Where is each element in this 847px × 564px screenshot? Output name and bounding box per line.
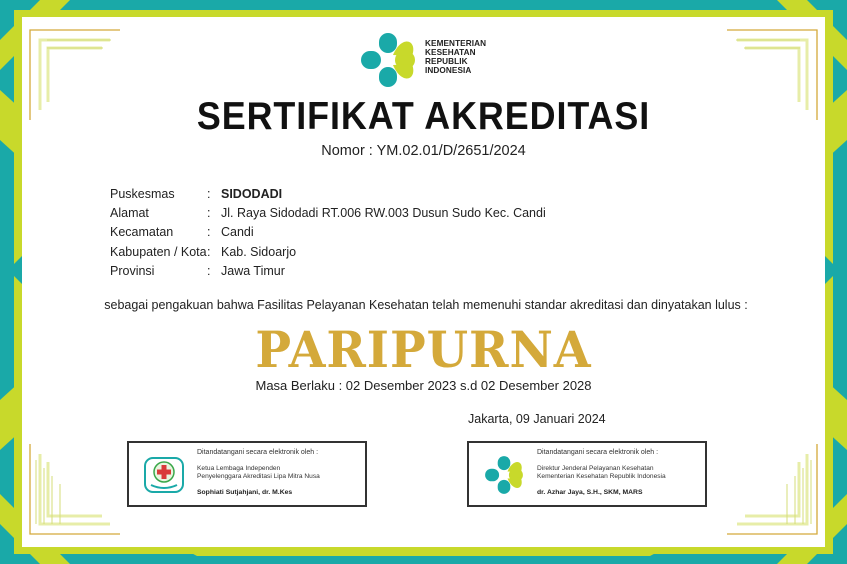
- accreditation-level: PARIPURNA: [255, 320, 592, 379]
- signature-head: Ditandatangani secara elektronik oleh :: [537, 449, 659, 456]
- kemenkes-logo-text: KEMENTERIAN KESEHATAN REPUBLIK INDONESIA: [425, 39, 487, 75]
- info-colon: :: [207, 225, 211, 240]
- info-row-puskesmas: [110, 184, 546, 203]
- signature-head: Ditandatangani secara elektronik oleh :: [197, 449, 319, 456]
- certificate-number: Nomor : YM.02.01/D/2651/2024: [321, 143, 526, 159]
- facility-info: [110, 184, 546, 281]
- info-label: Kecamatan: [110, 225, 174, 240]
- signature-role: [197, 465, 320, 482]
- accreditation-statement: sebagai pengakuan bahwa Fasilitas Pelayanan Kesehatan telah memenuhi standar akreditasi dan dinyatakan lulus :: [104, 298, 748, 312]
- signature-box-left: [127, 441, 367, 507]
- info-label: Kabupaten / Kota: [110, 244, 207, 259]
- info-row-alamat: [110, 203, 546, 222]
- kemenkes-logo: [358, 30, 508, 90]
- info-label: Alamat: [110, 206, 149, 221]
- lipa-mitra-nusa-logo-icon: [143, 455, 185, 495]
- info-row-kecamatan: [110, 223, 546, 242]
- info-value: Kab. Sidoarjo: [221, 244, 297, 259]
- info-colon: :: [207, 244, 211, 259]
- info-row-kabupaten: [110, 242, 546, 261]
- info-colon: :: [207, 206, 211, 221]
- signature-role-line: Ketua Lembaga Independen: [197, 465, 281, 472]
- signature-box-right: [467, 441, 707, 507]
- signature-role: [537, 465, 666, 482]
- issue-date: Jakarta, 09 Januari 2024: [468, 412, 606, 426]
- validity-period: Masa Berlaku : 02 Desember 2023 s.d 02 Desember 2028: [255, 378, 592, 393]
- certificate-title: SERTIFIKAT AKREDITASI: [196, 95, 651, 138]
- info-row-provinsi: [110, 262, 546, 281]
- info-value: Jl. Raya Sidodadi RT.006 RW.003 Dusun Sudo Kec. Candi: [221, 206, 546, 221]
- kemenkes-emblem-icon: [483, 455, 525, 495]
- signature-role-line: Penyelenggara Akreditasi Lipa Mitra Nusa: [197, 473, 320, 481]
- info-colon: :: [207, 186, 211, 201]
- signatory-name: Sophiati Sutjahjani, dr. M.Kes: [197, 489, 293, 496]
- info-value: SIDODADI: [221, 186, 283, 201]
- signature-role-line: Kementerian Kesehatan Republik Indonesia: [537, 473, 666, 481]
- info-value: Candi: [221, 225, 254, 240]
- signatory-name: dr. Azhar Jaya, S.H., SKM, MARS: [537, 489, 643, 496]
- info-value: Jawa Timur: [221, 264, 285, 279]
- kemenkes-emblem-icon: [358, 30, 418, 90]
- signature-role-line: Direktur Jenderal Pelayanan Kesehatan: [537, 465, 654, 472]
- info-colon: :: [207, 264, 211, 279]
- info-label: Puskesmas: [110, 186, 175, 201]
- info-label: Provinsi: [110, 264, 155, 279]
